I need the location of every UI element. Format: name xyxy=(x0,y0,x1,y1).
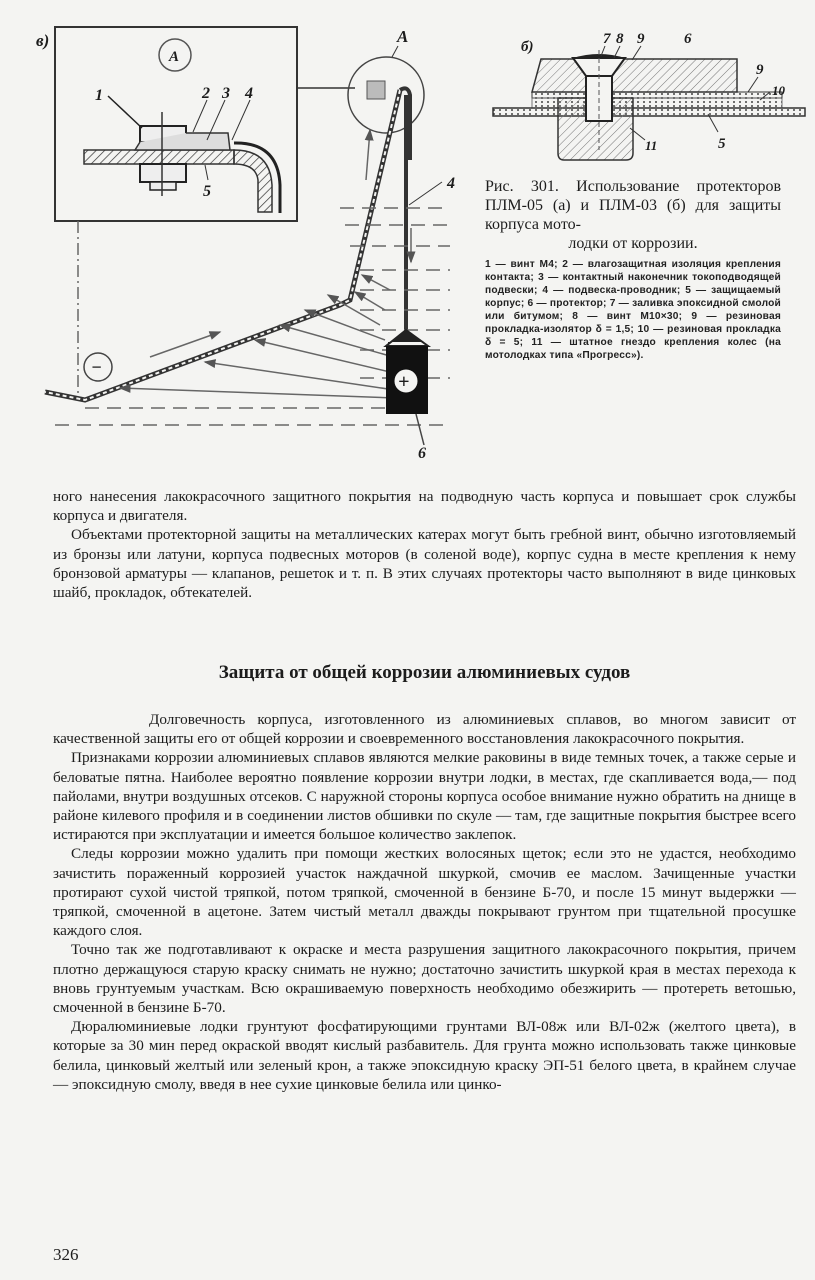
page-number: 326 xyxy=(53,1245,79,1264)
paragraph-3: Следы коррозии можно удалить при помощи жестких волосяных щеток; если это не удастся, необходимо зачистить пораженный коррозией участок наждачной шкуркой, смочив ее маслом. Зачищенные участки протирают сухой чистой тряпкой, потом тряпкой, смоченной в бензине Б-70, и после 15 минут выдержки — тряпкой, смоченной в ацетоне. Затем чистый металл дважды покрывают грунтом при тщательной просушке каждого слоя. xyxy=(53,845,796,940)
panel-b-number-5: 5 xyxy=(718,136,726,152)
panel-b-cross-section xyxy=(493,31,805,160)
inset-number-1: 1 xyxy=(95,87,103,104)
body-text-upper xyxy=(53,487,796,602)
panel-b-number-9b: 9 xyxy=(756,62,764,78)
panel-b-number-11: 11 xyxy=(645,138,658,153)
protector-anode xyxy=(386,330,428,460)
paragraph-5: Дюралюминиевые лодки грунтуют фосфатирующими грунтами ВЛ-08ж или ВЛ-02ж (желтого цвета), в которые за 30 мин перед окраской вводят кислый разбавитель. Для грунта можно использовать также цинковые белила, цинковый желтый или зеленый крон, а также эпоксидную краску ЭП-51 белого цвета, в крайнем случае — эпоксидную смолу, введя в нее сухие цинковые белила или цинко- xyxy=(53,1018,796,1093)
panel-a-number-4: 4 xyxy=(447,175,455,192)
paragraph-1: Долговечность корпуса, изготовленного из алюминиевых сплавов, во многом зависит от качественной защиты его от общей коррозии и своевременного восстановления лакокрасочного покрытия. xyxy=(53,711,796,748)
callout-label: A xyxy=(397,27,409,46)
panel-b-number-10: 10 xyxy=(772,83,785,98)
svg-text:−: − xyxy=(91,357,102,377)
inset-number-4: 4 xyxy=(245,85,253,102)
inset-number-3: 3 xyxy=(222,85,230,102)
body-text-lower xyxy=(53,710,796,1094)
figure-caption-title xyxy=(485,177,781,253)
paragraph-continued: ного нанесения лакокрасочного защитного покрытия на подводную часть корпуса и повышает срок службы корпуса и двигателя. xyxy=(53,488,796,525)
figure-caption-title-text: Рис. 301. Использование протекторов ПЛМ-05 (а) и ПЛМ-03 (б) для защиты корпуса мото- xyxy=(485,178,781,233)
section-heading: Защита от общей коррозии алюминиевых судов xyxy=(218,662,631,683)
figure-caption-legend: 1 — винт М4; 2 — влагозащитная изоляция крепления контакта; 3 — контактный наконечник токоподводящей подвески; 4 — подвеска-проводник; 5 — защищаемый корпус; 6 — протектор; 7 — заливка эпоксидной смолой или битумом; 8 — винт М10×30; 9 — резиновая прокладка-изолятор δ = 1,5; 10 — резиновая прокладка δ = 5; 11 — штатное гнездо крепления колес (на мотолодках типа «Прогресс»). xyxy=(485,259,781,361)
panel-b-number-9: 9 xyxy=(637,31,645,47)
panel-b-number-6: 6 xyxy=(684,31,692,47)
figure-caption-title-last: лодки от коррозии. xyxy=(568,235,698,252)
paragraph-objects: Объектами протекторной защиты на металлических катерах могут быть гребной винт, обычно изготовляемый из бронзы или латуни, корпуса подвесных моторов (в соленой воде), корпус судна в месте крепления к нему бронзовой арматуры — клапанов, решеток и т. п. В этих случаях протекторы часто выполняют в виде цинковых шайб, прокладок, обтекателей. xyxy=(53,526,796,602)
paragraph-4: Точно так же подготавливают к окраске и места разрушения защитного лакокрасочного покрытия, причем плотно держащуюся старую краску снимать не нужно; достаточно зачистить шкуркой края в местах перехода к вновь грунтуемым участкам. Всю окрашиваемую поверхность необходимо обезжирить — протереть ветошью, смоченной в бензине Б-70. xyxy=(53,941,796,1017)
cathode-minus-symbol xyxy=(84,353,112,381)
paragraph-2: Признаками коррозии алюминиевых сплавов являются мелкие раковины в виде темных точек, а также серые и беловатые пятна. Наиболее вероятно появление коррозии внутри лодки, в местах, где скапливается вода,— под пайолами, внутри воздушных отсеков. С наружной стороны корпуса особое внимание нужно обратить на днище в районе килевого профиля и в соединении листов обшивки по скуле — там, где защитные покрытия быстрее всего истираются при эксплуатации и имеется большое количество заклепок. xyxy=(53,749,796,844)
inset-number-5: 5 xyxy=(203,183,211,200)
inset-detail-a xyxy=(55,27,297,221)
inset-label: A xyxy=(169,49,180,65)
panel-b-number-7: 7 xyxy=(603,31,611,47)
inset-number-2: 2 xyxy=(202,85,210,102)
callout-a xyxy=(348,27,424,133)
plus-sign: + xyxy=(398,371,410,393)
panel-b-label: б) xyxy=(521,39,534,55)
panel-a-label: в) xyxy=(36,31,50,50)
panel-b-number-8: 8 xyxy=(616,31,624,47)
panel-a-number-6: 6 xyxy=(418,445,426,460)
